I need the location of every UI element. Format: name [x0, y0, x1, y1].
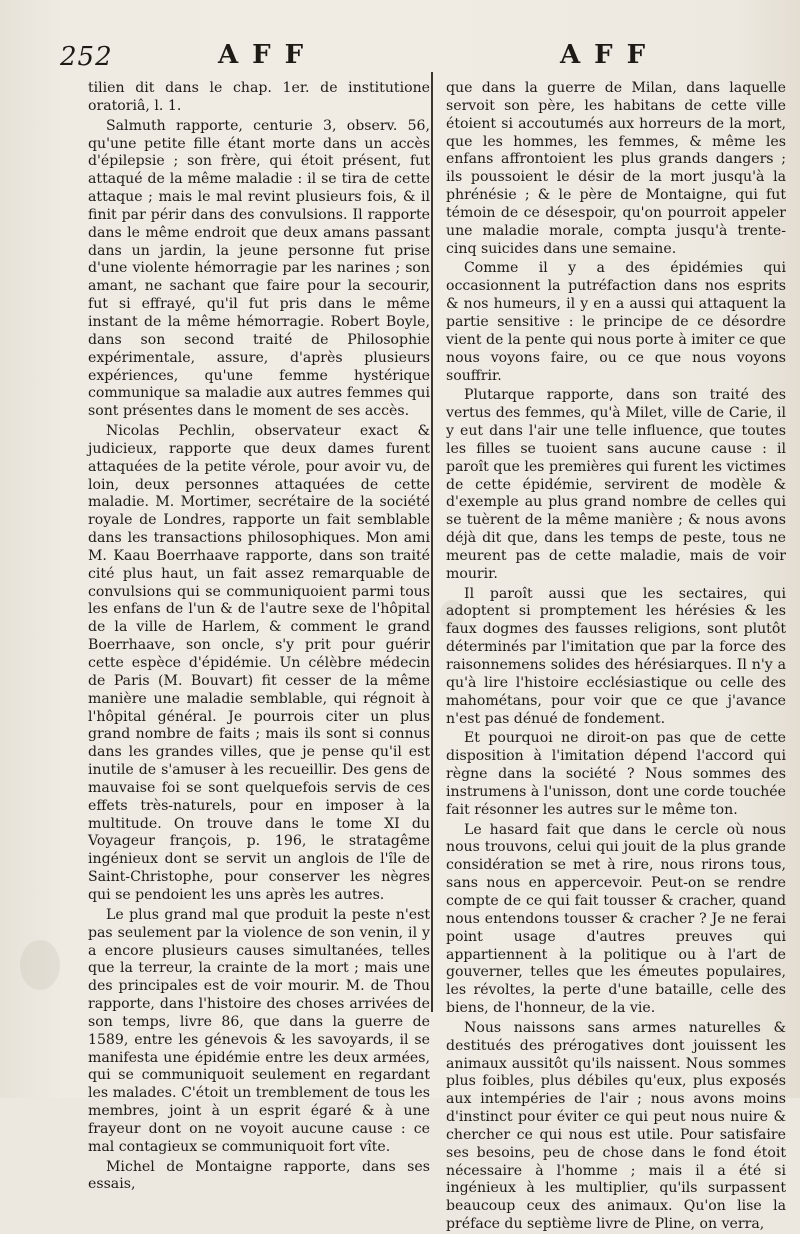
running-head-right: AFF: [560, 40, 660, 70]
paragraph: que dans la guerre de Milan, dans laquelle servoit son père, les habitans de cette ville étoient si accoutumés aux horreurs de la mort, que les hommes, les femmes, & même les enfans affrontoient les plus grands dangers ; ils poussoient le désir de la mort jusqu'à la phrénésie ; & le père de Montaigne, qui fut témoin de ce désespoir, qu'on pourroit appeler une maladie morale, compta jusqu'à trente-cinq suicides dans une semaine.: [446, 80, 786, 257]
paragraph: Le hasard fait que dans le cercle où nous nous trouvons, celui qui jouit de la plus grande considération se met à rire, nous rirons tous, sans nous en appercevoir. Peut-on se rendre compte de ce qui fait tousser & cracher, quand nous entendons tousser & cracher ? Je ne ferai point usage d'autres preuves qui appartiennent à la politique ou à l'art de gouverner, telles que les émeutes populaires, les révoltes, la perte d'une bataille, celle des biens, de l'honneur, de la vie.: [446, 821, 786, 1017]
right-column: [446, 80, 786, 1234]
paragraph: Plutarque rapporte, dans son traité des vertus des femmes, qu'à Milet, ville de Carie, il y eut dans l'air une telle influence, que toutes les filles se tuoient sans aucune cause : il paroît que les premières qui furent les victimes de cette épidémie, servirent de modèle & d'exemple au plus grand nombre de celles qui se tuèrent de la même manière ; & nous avons déjà dit que, dans les temps de peste, tous ne meurent pas de cette maladie, mais de voir mourir.: [446, 387, 786, 582]
paragraph: Michel de Montaigne rapporte, dans ses essais,: [88, 1158, 430, 1193]
paragraph: Il paroît aussi que les sectaires, qui adoptent si promptement les hérésies & les faux dogmes des fausses religions, sont plutôt déterminés par l'imitation que par la force des raisonnemens solides des hérésiarques. Il n'y a qu'à lire l'histoire ecclésiastique ou celle des mahométans, pour voir que ce que j'avance n'est pas dénué de fondement.: [446, 585, 786, 727]
paragraph: Nicolas Pechlin, observateur exact & judicieux, rapporte que deux dames furent attaquées de la petite vérole, pour avoir vu, de loin, deux personnes attaquées de cette maladie. M. Mortimer, secrétaire de la société royale de Londres, rapporte un fait semblable dans les transactions philosophiques. Mon ami M. Kaau Boerrhaave rapporte, dans son traité cité plus haut, un fait assez remarquable de convulsions qui se communiquoient parmi tous les enfans de l'un & de l'autre sexe de l'hôpital de la ville de Harlem, & comment le grand Boerrhaave, son oncle, s'y prit pour guérir cette espèce d'épidémie. Un célèbre médecin de Paris (M. Bouvart) fit cesser de la même manière une maladie semblable, qui régnoit à l'hôpital général. Je pourrois citer un plus grand nombre de faits ; mais ils sont si connus dans les grandes villes, que je pense qu'il est inutile de s'amuser à les recueillir. Des gens de mauvaise foi se sont quelquefois servis de ces effets très-naturels, pour en imposer à la multitude. On trouve dans le tome XI du Voyageur françois, p. 196, le stratagême ingénieux dont se servit un anglois de l'île de Saint-Christophe, pour conserver les nègres qui se pendoient les uns après les autres.: [88, 423, 430, 903]
page-number: 252: [60, 42, 113, 72]
paragraph: Nous naissons sans armes naturelles & destitués des prérogatives dont jouissent les animaux aussitôt qu'ils naissent. Nous sommes plus foibles, plus débiles qu'eux, plus exposés aux intempéries de l'air ; nous avons moins d'instinct pour éviter ce qui peut nous nuire & chercher ce qui nous est utile. Pour satisfaire ses besoins, peu de chose dans le fond étoit nécessaire à l'homme ; mais il a été si ingénieux à les multiplier, qu'ils surpassent beaucoup ceux des animaux. Qu'on lise la préface du septième livre de Pline, on verra,: [446, 1019, 786, 1233]
paragraph: Le plus grand mal que produit la peste n'est pas seulement par la violence de son venin, il y a encore plusieurs causes simultanées, telles que la terreur, la crainte de la mort ; mais une des principales est de voir mourir. M. de Thou rapporte, dans l'histoire des choses arrivées de son temps, livre 86, que dans la guerre de 1589, entre les génevois & les savoyards, il se manifesta une épidémie entre les deux armées, qui se communiquoit seulement en regardant les malades. C'étoit un tremblement de tous les membres, joint à un esprit égaré & à une frayeur dont on ne voyoit aucune cause : ce mal contagieux se communiquoit fort vîte.: [88, 906, 430, 1155]
paragraph: Et pourquoi ne diroit-on pas que de cette disposition à l'imitation dépend l'accord qui règne dans la société ? Nous sommes des instrumens à l'unisson, dont une corde touchée fait résonner les autres sur le même ton.: [446, 730, 786, 818]
paragraph: Comme il y a des épidémies qui occasionnent la putréfaction dans nos esprits & nos humeurs, il y en a aussi qui attaquent la partie sensitive : le principe de ce désordre vient de la pente qui nous porte à imiter ce que nous voyons faire, ou ce que nous voyons souffrir.: [446, 260, 786, 384]
running-head-left: AFF: [218, 40, 318, 70]
paragraph: tilien dit dans le chap. 1er. de institutione oratoriâ, l. 1.: [88, 80, 430, 114]
column-divider: [431, 72, 433, 1012]
paper-stain: [20, 940, 60, 990]
left-column: [88, 80, 430, 1194]
page-header: [0, 38, 800, 78]
paragraph: Salmuth rapporte, centurie 3, observ. 56, qu'une petite fille étant morte dans un accès d'épilepsie ; son frère, qui étoit présent, fut attaqué de la même maladie : il se tira de cette attaque ; mais le mal revint plusieurs fois, & il finit par périr dans des convulsions. Il rapporte dans le même endroit que deux amans passant dans un jardin, la jeune personne fut prise d'une violente hémorragie par les narines ; son amant, ne sachant que faire pour la secourir, fut si effrayé, qu'il fut pris dans le même instant de la même hémorragie. Robert Boyle, dans son second traité de Philosophie expérimentale, assure, d'après plusieurs expériences, qu'une femme hystérique communique sa maladie aux autres femmes qui sont présentes dans le moment de ses accès.: [88, 117, 430, 420]
